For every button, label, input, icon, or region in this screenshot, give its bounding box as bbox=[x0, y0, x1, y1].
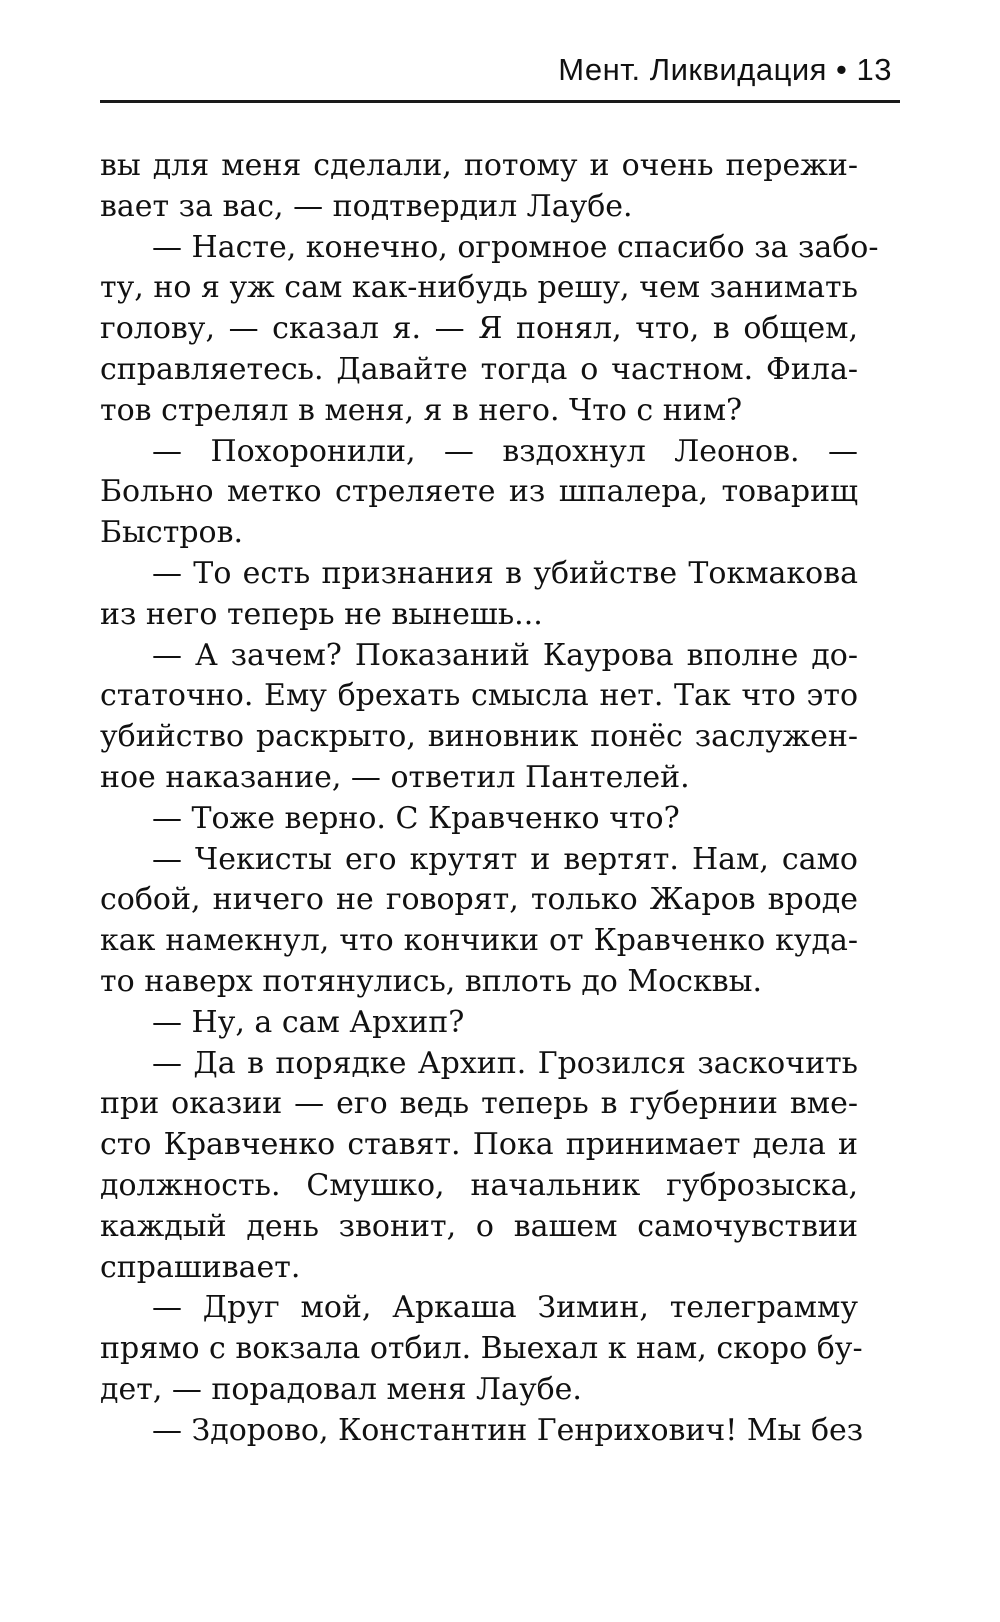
text-line: каждый день звонит, о вашем самочувствии bbox=[100, 1208, 858, 1244]
text-line: при оказии — его ведь теперь в губернии вме- bbox=[100, 1086, 858, 1122]
text-line: собой, ничего не говорят, только Жаров вроде bbox=[100, 882, 858, 918]
text-line: ное наказание, — ответил Пантелей. bbox=[100, 759, 690, 795]
running-title: Мент. Ликвидация • 13 bbox=[558, 52, 892, 87]
text-line: — Да в порядке Архип. Грозился заскочить bbox=[152, 1045, 858, 1081]
text-line: — Ну, а сам Архип? bbox=[152, 1004, 465, 1040]
text-line: — Похоронили, — вздохнул Леонов. — bbox=[152, 433, 858, 469]
text-line: вает за вас, — подтвердил Лаубе. bbox=[100, 188, 633, 224]
page-header bbox=[100, 44, 900, 103]
text-line: — Чекисты его крутят и вертят. Нам, само bbox=[152, 841, 858, 877]
text-line: статочно. Ему брехать смысла нет. Так что это bbox=[100, 678, 858, 714]
text-line: как намекнул, что кончики от Кравченко куда- bbox=[100, 923, 858, 959]
text-line: Быстров. bbox=[100, 515, 244, 551]
text-line: сто Кравченко ставят. Пока принимает дела и bbox=[100, 1127, 858, 1163]
text-line: — Здорово, Константин Генрихович! Мы без bbox=[152, 1412, 864, 1448]
text-line: справляетесь. Давайте тогда о частном. Фила- bbox=[100, 351, 858, 387]
text-line: — А зачем? Показаний Каурова вполне до- bbox=[152, 637, 858, 673]
text-line: из него теперь не вынешь... bbox=[100, 596, 543, 632]
text-line: спрашивает. bbox=[100, 1249, 301, 1285]
text-line: ту, но я уж сам как-нибудь решу, чем занимать bbox=[100, 270, 858, 306]
text-line: должность. Смушко, начальник губрозыска, bbox=[100, 1167, 858, 1203]
text-line: — Насте, конечно, огромное спасибо за забо- bbox=[152, 229, 879, 265]
text-line: — Друг мой, Аркаша Зимин, телеграмму bbox=[152, 1290, 858, 1326]
text-line: тов стрелял в меня, я в него. Что с ним? bbox=[100, 392, 743, 428]
text-line: то наверх потянулись, вплоть до Москвы. bbox=[100, 963, 763, 999]
text-line: голову, — сказал я. — Я понял, что, в общем, bbox=[100, 311, 858, 347]
text-line: убийство раскрыто, виновник понёс заслужен- bbox=[100, 719, 858, 755]
text-line: Больно метко стреляете из шпалера, товарищ bbox=[100, 474, 858, 510]
text-line: дет, — порадовал меня Лаубе. bbox=[100, 1371, 582, 1407]
page-body bbox=[100, 146, 879, 1452]
text-line: — То есть признания в убийстве Токмакова bbox=[152, 555, 858, 591]
text-line: — Тоже верно. С Кравченко что? bbox=[152, 800, 680, 836]
text-line: прямо с вокзала отбил. Выехал к нам, скоро бу- bbox=[100, 1331, 863, 1367]
text-line: вы для меня сделали, потому и очень пережи- bbox=[100, 148, 858, 183]
